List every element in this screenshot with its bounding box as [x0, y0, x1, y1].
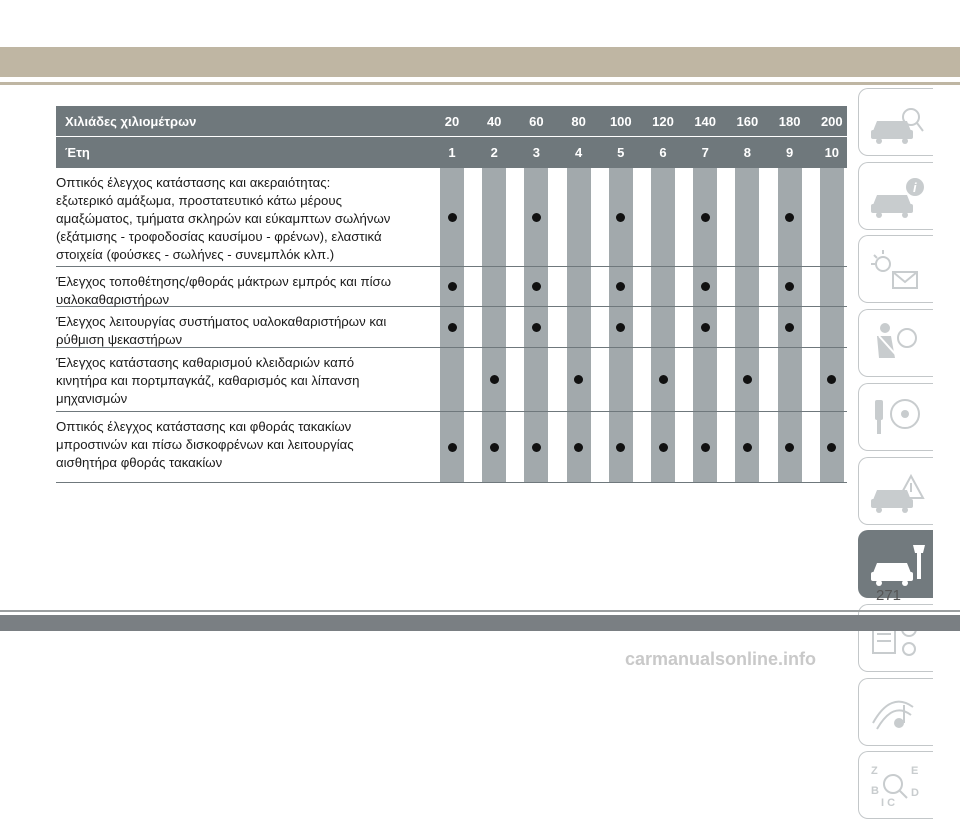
header-band — [0, 47, 960, 77]
table-header-years — [56, 137, 847, 168]
service-required-dot — [616, 213, 625, 222]
service-required-dot — [701, 443, 710, 452]
header-km-20: 20 — [444, 113, 460, 129]
task-text-line: Έλεγχος κατάστασης καθαρισμού κλειδαριών καπό — [56, 355, 355, 370]
maintenance-task — [56, 412, 434, 472]
header-km-160: 160 — [736, 113, 759, 129]
service-required-dot — [532, 213, 541, 222]
chapter-tab-2[interactable] — [858, 162, 933, 230]
header-year-7: 7 — [701, 145, 709, 160]
task-text-line: αισθητήρα φθοράς τακακίων — [56, 455, 223, 470]
service-required-dot — [532, 282, 541, 291]
header-km-200: 200 — [820, 113, 843, 129]
header-year-4: 4 — [574, 145, 583, 160]
chapter-tab-5[interactable] — [858, 383, 933, 451]
svg-text:I C: I C — [881, 797, 896, 810]
service-required-dot — [785, 213, 794, 222]
service-required-dot — [616, 282, 625, 291]
task-text-line: μπροστινών και πίσω δισκοφρένων και λειτουργίας — [56, 437, 354, 452]
table-header-km — [56, 106, 847, 137]
service-required-dot — [616, 323, 625, 332]
task-text-line: στοιχεία (φούσκες - σωλήνες - συνεμπλόκ κλπ.) — [56, 247, 335, 262]
task-text-line: Οπτικός έλεγχος κατάστασης και φθοράς τακακίων — [56, 419, 352, 434]
header-year-6: 6 — [659, 145, 667, 160]
task-text-line: αμαξώματος, τμήματα σκληρών και εύκαμπτων σωλήνων — [56, 211, 391, 226]
page-number: 271 — [876, 587, 902, 604]
header-rule — [0, 82, 960, 85]
service-required-dot — [659, 375, 668, 384]
service-required-dot — [448, 323, 457, 332]
task-text-line: Έλεγχος λειτουργίας συστήματος υαλοκαθαριστήρων και — [56, 314, 387, 329]
task-text-line: Οπτικός έλεγχος κατάστασης και ακεραιότητας: — [56, 175, 331, 190]
header-year-10: 10 — [824, 145, 840, 160]
maintenance-task — [56, 168, 434, 264]
header-year-9: 9 — [785, 145, 794, 160]
header-km-80: 80 — [571, 113, 586, 129]
service-required-dot — [743, 375, 752, 384]
service-required-dot — [532, 323, 541, 332]
service-required-dot — [448, 443, 457, 452]
header-km-60: 60 — [529, 113, 544, 129]
task-text-line: υαλοκαθαριστήρων — [56, 292, 170, 307]
service-required-dot — [659, 443, 668, 452]
service-required-dot — [827, 443, 836, 452]
service-required-dot — [490, 443, 499, 452]
service-required-dot — [616, 443, 625, 452]
chapter-tab-9[interactable] — [858, 678, 933, 746]
table-row — [56, 307, 847, 348]
maintenance-task — [56, 348, 434, 408]
service-required-dot — [574, 375, 583, 384]
svg-text:Z: Z — [871, 765, 878, 778]
service-required-dot — [785, 323, 794, 332]
service-required-dot — [701, 282, 710, 291]
chapter-tab-10[interactable] — [858, 751, 933, 819]
header-km-40: 40 — [486, 113, 502, 129]
chapter-tab-3[interactable] — [858, 235, 933, 303]
task-text-line: εξωτερικό αμάξωμα, προστατευτικό κάτω μέρους — [56, 193, 342, 208]
service-required-dot — [785, 282, 794, 291]
chapter-tab-1[interactable] — [858, 88, 933, 156]
table-row — [56, 168, 847, 267]
header-year-3: 3 — [532, 145, 540, 160]
table-row — [56, 267, 847, 307]
header-year-1: 1 — [448, 145, 456, 160]
footer-rule — [0, 610, 960, 612]
service-required-dot — [490, 375, 499, 384]
maintenance-task — [56, 267, 434, 309]
service-required-dot — [827, 375, 836, 384]
svg-text:E: E — [911, 765, 919, 778]
service-required-dot — [785, 443, 794, 452]
service-required-dot — [448, 282, 457, 291]
footer-band — [0, 615, 960, 631]
table-row — [56, 412, 847, 483]
header-km-120: 120 — [652, 113, 674, 129]
svg-text:B: B — [871, 785, 879, 798]
task-text-line: ρύθμιση ψεκαστήρων — [56, 332, 183, 347]
task-text-line: (εξάτμισης - τροφοδοσίας καυσίμου - φρένων), ελαστικά — [56, 229, 382, 244]
svg-text:i: i — [913, 179, 917, 195]
header-km-140: 140 — [694, 113, 717, 129]
service-required-dot — [701, 213, 710, 222]
header-km-label: Χιλιάδες χιλιομέτρων — [65, 113, 197, 129]
chapter-tab-4[interactable] — [858, 309, 933, 377]
service-required-dot — [532, 443, 541, 452]
header-year-5: 5 — [617, 145, 625, 160]
svg-text:D: D — [911, 787, 919, 800]
header-year-8: 8 — [743, 145, 751, 160]
service-required-dot — [574, 443, 583, 452]
header-years-label: Έτη — [65, 145, 90, 160]
task-text-line: μηχανισμών — [56, 391, 128, 406]
service-required-dot — [701, 323, 710, 332]
header-km-100: 100 — [609, 113, 632, 129]
maintenance-task — [56, 307, 434, 349]
chapter-tab-6[interactable] — [858, 457, 933, 525]
service-required-dot — [743, 443, 752, 452]
table-row — [56, 348, 847, 412]
service-required-dot — [448, 213, 457, 222]
task-text-line: κινητήρα και πορτμπαγκάζ, καθαρισμός και λίπανση — [56, 373, 360, 388]
header-year-2: 2 — [490, 145, 498, 160]
task-text-line: Έλεγχος τοποθέτησης/φθοράς μάκτρων εμπρός και πίσω — [56, 274, 391, 289]
watermark: carmanualsonline.info — [625, 649, 817, 669]
header-km-180: 180 — [778, 113, 801, 129]
